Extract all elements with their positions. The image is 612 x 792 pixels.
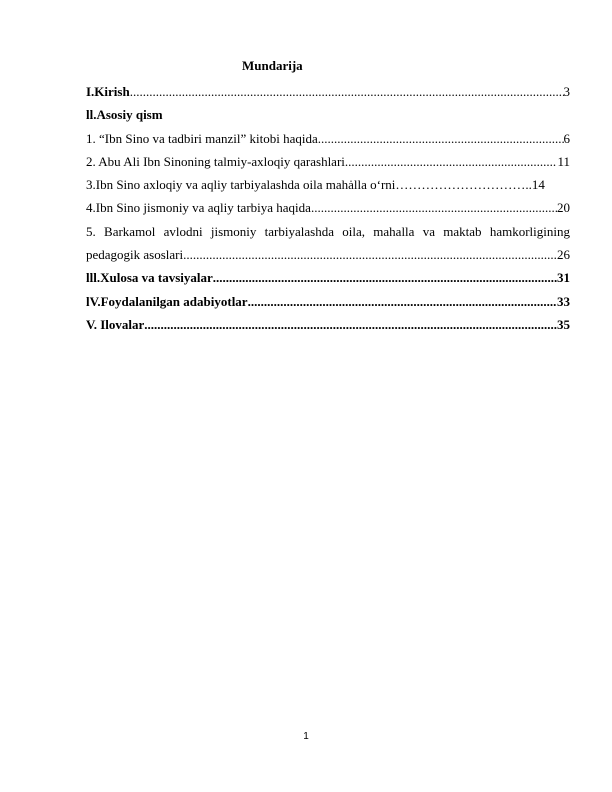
dot-leader — [144, 313, 557, 336]
dot-leader — [318, 127, 564, 150]
toc-entry-page: ..14 — [525, 177, 545, 193]
toc-entry-page: 26 — [557, 247, 570, 263]
toc-entry-2 — [86, 150, 570, 173]
toc-entry-label: lV.Foydalanilgan adabiyotlar — [86, 293, 248, 309]
toc-title: Mundarija — [242, 58, 303, 73]
dot-leader — [248, 290, 557, 313]
toc-entry-appendix — [86, 313, 570, 336]
toc-entry-5 — [86, 220, 570, 267]
toc-entry-5-line2 — [86, 243, 570, 266]
toc-entry-4 — [86, 196, 570, 219]
toc-entry-page: 11 — [557, 153, 570, 169]
toc-entry-label-line2: pedagogik asoslari — [86, 247, 184, 263]
dot-leader — [213, 266, 557, 289]
toc-entry-page: 31 — [557, 270, 570, 286]
toc-entry-label: 4.Ibn Sino jismoniy va aqliy tarbiya haqida — [86, 200, 311, 216]
page-number: 1 — [303, 731, 309, 742]
toc-entry-3 — [86, 173, 570, 196]
toc-entry-label-line1: 5. Barkamol avlodni jismoniy tarbiyalashda oila, mahalla va maktab hamkorligining — [86, 223, 570, 239]
toc-entry-page: 3 — [563, 84, 570, 99]
dot-leader — [183, 243, 557, 266]
dot-leader — [311, 196, 557, 219]
toc-entry-label: 3.Ibn Sino axloqiy va aqliy tarbiyalashda oila mahȧlla o‘rni………………………… — [86, 177, 526, 193]
toc-entry-page: 33 — [557, 293, 570, 309]
dot-leader — [345, 150, 558, 173]
toc-entry-label: 1. “Ibn Sino va tadbiri manzil” kitobi haqida — [86, 130, 318, 146]
toc-entry-label: lll.Xulosa va tavsiyalar — [86, 270, 213, 286]
toc-entry-label: I.Kirish — [86, 84, 130, 99]
toc-entry-page: 20 — [557, 200, 570, 216]
toc-entry-references — [86, 290, 570, 313]
toc-entry-1 — [86, 127, 570, 150]
toc-entry-page: 35 — [557, 316, 570, 332]
toc-entry-intro — [86, 80, 570, 103]
dot-leader — [130, 80, 564, 103]
table-of-contents — [86, 80, 570, 336]
toc-entry-label: 2. Abu Ali Ibn Sinoning talmiy-axloqiy qarashlari — [86, 153, 345, 169]
toc-entry-conclusion — [86, 266, 570, 289]
toc-section-heading: ll.Asosiy qism — [86, 107, 163, 123]
toc-entry-label: V. Ilovalar — [86, 316, 145, 332]
toc-entry-page: 6 — [563, 130, 570, 146]
